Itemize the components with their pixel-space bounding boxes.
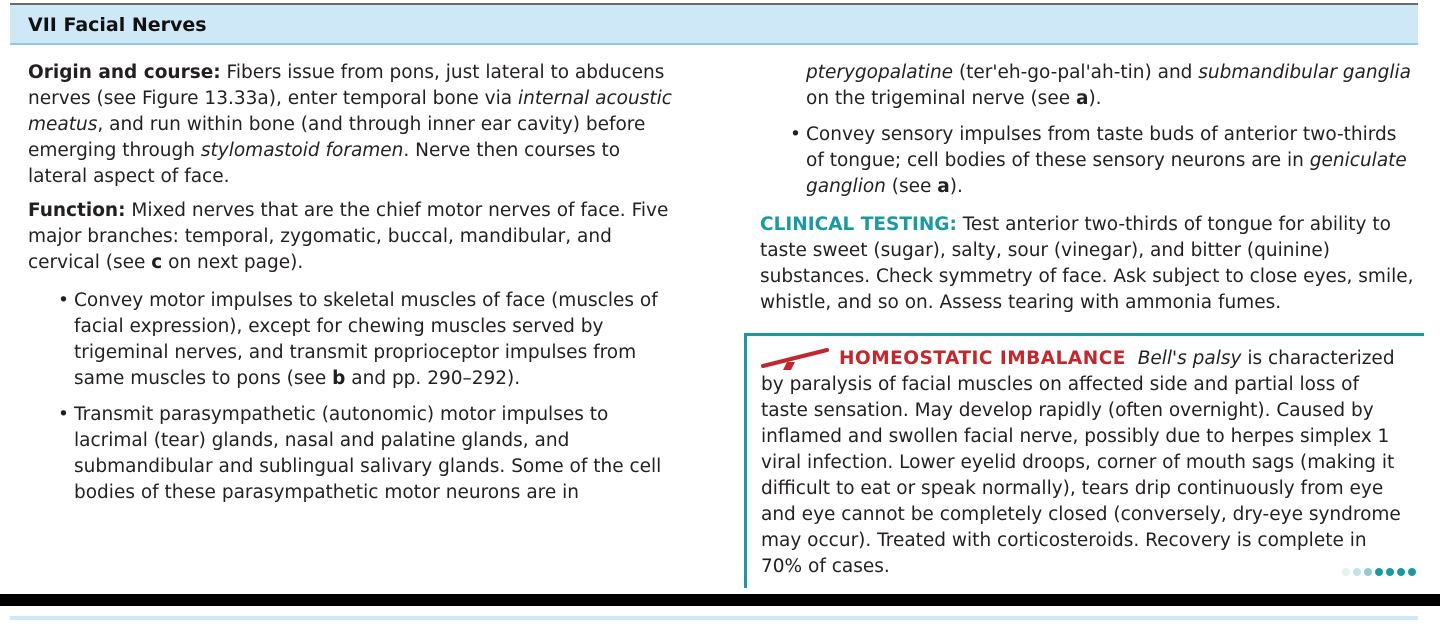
- bullet-text: ).: [949, 176, 963, 197]
- origin-term: internal acoustic meatus: [28, 88, 672, 135]
- function-label: Function:: [28, 200, 126, 221]
- clinical-testing-label: CLINICAL TESTING:: [760, 214, 957, 235]
- dot-icon: [1342, 568, 1350, 576]
- bullet-text: Convey sensory impulses from taste buds of anterior two-thirds of tongue; cell bodies of these sensory neurons are in: [806, 124, 1397, 171]
- bullet-icon: •: [58, 404, 69, 425]
- function-text: Mixed nerves that are the chief motor nerves of face. Five major branches: temporal, zygomatic, buccal, mandibular, and cervical (see: [28, 200, 669, 273]
- origin-text: . Nerve then courses to lateral aspect of face.: [28, 140, 621, 187]
- continued-text: (ter'eh-go-pal'ah-tin) and: [953, 62, 1199, 83]
- page-title: VII Facial Nerves: [28, 14, 207, 36]
- term: submandibular ganglia: [1198, 62, 1411, 83]
- header-bar: [10, 5, 1418, 45]
- left-column: [28, 60, 678, 506]
- clinical-testing-text: Test anterior two-thirds of tongue for ability to taste sweet (sugar), salty, sour (vinegar), and bitter (quinine) substances. Check symmetry of face. Ask subject to close eyes, smile, whistle, and so on. Assess tearing with ammonia fumes.: [760, 214, 1414, 313]
- clinical-testing-paragraph: [760, 212, 1420, 316]
- function-paragraph: [28, 198, 678, 276]
- origin-label: Origin and course:: [28, 62, 221, 83]
- figure-ref: b: [332, 368, 346, 389]
- list-item: [28, 402, 678, 506]
- origin-paragraph: [28, 60, 678, 190]
- dot-icon: [1353, 568, 1361, 576]
- function-text: on next page).: [162, 252, 304, 273]
- figure-ref: a: [1075, 88, 1089, 109]
- list-item: [28, 288, 678, 392]
- imbalance-term: Bell's palsy: [1137, 348, 1242, 369]
- imbalance-text: is characterized by paralysis of facial muscles on affected side and partial loss of taste sensation. May develop rapidly (often overnight). Caused by inflamed and swollen facial nerve, possibly due to herpes simplex 1 viral infection. Lower eyelid droops, corner of mouth sags (making it difficult to eat or speak normally), tears drip continuously from eye and eye cannot be completely closed (conversely, dry-eye syndrome may occur). Treated with corticosteroids. Recovery is complete in 70% of cases.: [761, 348, 1401, 577]
- imbalance-label: HOMEOSTATIC IMBALANCE: [839, 348, 1126, 369]
- homeostatic-imbalance-box: [744, 333, 1424, 588]
- continued-paragraph: [760, 60, 1420, 112]
- bottom-rule: [0, 594, 1440, 606]
- dot-icon: [1397, 568, 1405, 576]
- bullet-icon: •: [790, 124, 801, 145]
- figure-ref: a: [937, 176, 950, 197]
- dot-icon: [1364, 568, 1372, 576]
- term: geniculate ganglion: [806, 150, 1407, 197]
- bullet-icon: •: [58, 290, 69, 311]
- right-column: [760, 60, 1420, 316]
- origin-term: stylomastoid foramen: [200, 140, 404, 161]
- dot-icon: [1375, 568, 1383, 576]
- bullet-text: and pp. 290–292).: [345, 368, 521, 389]
- continued-text: on the trigeminal nerve (see: [806, 88, 1076, 109]
- bullet-text: Transmit parasympathetic (autonomic) motor impulses to lacrimal (tear) glands, nasal and palatine glands, and submandibular and sublingual salivary glands. Some of the cell bodies of these parasympathetic motor neurons are in: [74, 404, 662, 503]
- figure-ref: c: [151, 252, 163, 273]
- imbalance-text-block: [761, 346, 1411, 580]
- bottom-rule-light: [10, 616, 1418, 620]
- origin-text: , and run within bone (and through inner ear cavity) before emerging through: [28, 114, 646, 161]
- bullet-text: Convey motor impulses to skeletal muscles of face (muscles of facial expression), except for chewing muscles served by trigeminal nerves, and transmit proprioceptor impulses from same muscles to pons (see: [74, 290, 658, 389]
- continued-text: ).: [1088, 88, 1102, 109]
- list-item: [760, 122, 1420, 200]
- decorative-dots: [1342, 568, 1416, 576]
- dot-icon: [1386, 568, 1394, 576]
- dot-icon: [1408, 568, 1416, 576]
- term: pterygopalatine: [806, 62, 954, 83]
- origin-text: Fibers issue from pons, just lateral to abducens nerves (see Figure 13.33a), enter temporal bone via: [28, 62, 665, 109]
- bullet-text: (see: [885, 176, 938, 197]
